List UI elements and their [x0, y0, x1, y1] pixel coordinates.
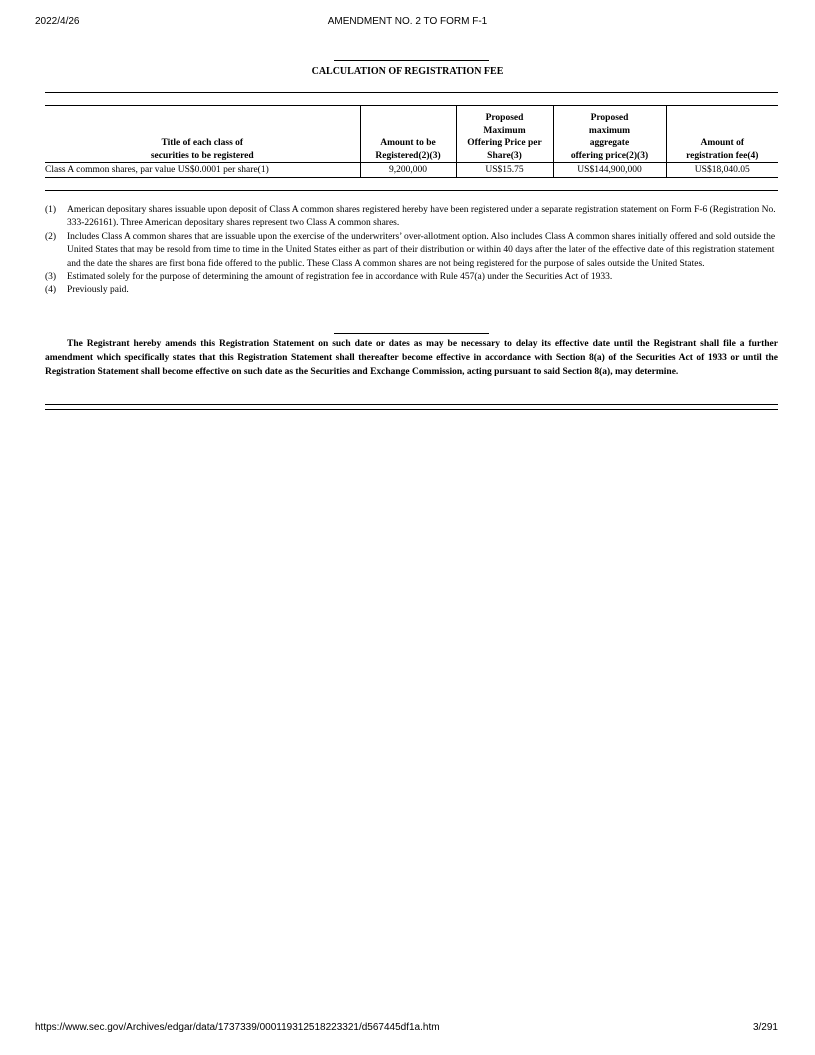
table-cell: US$15.75: [456, 163, 553, 178]
column-header-price-per-share: Proposed Maximum Offering Price per Share(3): [456, 106, 553, 163]
column-header-title: Title of each class of securities to be registered: [45, 106, 360, 163]
footnote: (2) Includes Class A common shares that are issuable upon the exercise of the underwriters’ over-allotment option. Also includes Class A common shares initially offered and sold outside the United States that may be resold from time to time in the United States either as part of their distribution or within 40 days after the later of the effective date of this registration statement and the date the shares are first bona fide offered to the public. These Class A common shares are not being registered for the purpose of sales outside the United States.: [45, 231, 776, 269]
footnote: (1) American depositary shares issuable upon deposit of Class A common shares registered hereby have been registered under a separate registration statement on Form F-6 (Registration No. 333-226161). Three American depositary shares represent two Class A common shares.: [45, 205, 776, 229]
table-cell: 9,200,000: [360, 163, 456, 178]
divider: [45, 404, 778, 405]
registration-fee-table: [45, 106, 778, 178]
divider: [45, 92, 778, 93]
table-cell: Class A common shares, par value US$0.0001 per share(1): [45, 163, 360, 178]
table-cell: US$144,900,000: [553, 163, 666, 178]
divider: [334, 333, 489, 334]
divider: [334, 60, 489, 61]
footnote: (3) Estimated solely for the purpose of determining the amount of registration fee in accordance with Rule 457(a) under the Securities Act of 1933.: [45, 272, 613, 283]
delaying-amendment-paragraph: The Registrant hereby amends this Registration Statement on such date or dates as may be necessary to delay its effective date until the Registrant shall file a further amendment which specifically states that this Registration Statement shall thereafter become effective in accordance with Section 8(a) of the Securities Act of 1933 or until the Registration Statement shall become effective on such date as the Securities and Exchange Commission, acting pursuant to said Section 8(a), may determine.: [45, 339, 778, 378]
column-header-aggregate-price: Proposed maximum aggregate offering price(2)(3): [553, 106, 666, 163]
table-row: [45, 163, 778, 178]
print-date: 2022/4/26: [35, 16, 80, 27]
column-header-amount: Amount to be Registered(2)(3): [360, 106, 456, 163]
divider: [45, 409, 778, 410]
column-header-fee: Amount of registration fee(4): [666, 106, 778, 163]
source-url: https://www.sec.gov/Archives/edgar/data/1737339/000119312518223321/d567445df1a.htm: [35, 1022, 440, 1033]
footnote: (4) Previously paid.: [45, 285, 129, 296]
page-number: 3/291: [752, 1022, 778, 1033]
divider: [45, 190, 778, 191]
table-header-row: [45, 106, 778, 163]
document-title: AMENDMENT NO. 2 TO FORM F-1: [327, 16, 488, 27]
section-heading: CALCULATION OF REGISTRATION FEE: [311, 66, 504, 77]
footnotes: [45, 204, 780, 298]
table-cell: US$18,040.05: [666, 163, 778, 178]
